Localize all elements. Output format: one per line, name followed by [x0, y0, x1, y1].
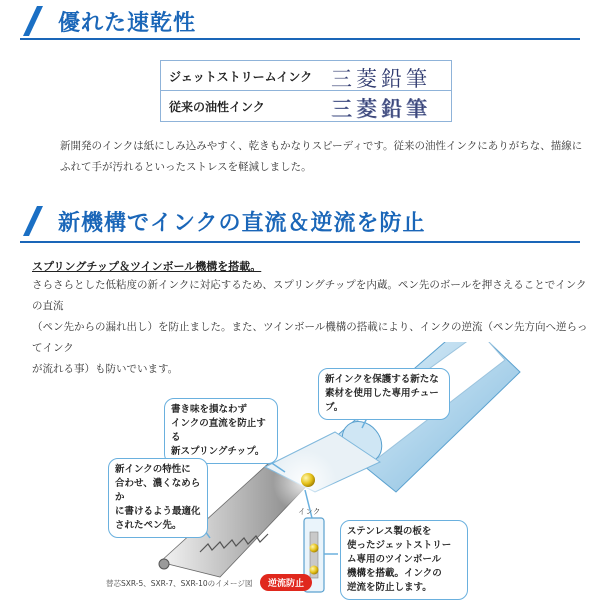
paragraph-line: さらさらとした低粘度の新インクに対応するため、スプリングチップを内蔵。ペン先のボールを押さえることでインクの直流	[32, 279, 587, 312]
callout-line: インクの直流を防止する	[171, 418, 266, 443]
ink-label: インク	[298, 507, 321, 516]
section-title: 優れた速乾性	[58, 11, 197, 36]
refill-cutaway-diagram	[100, 342, 580, 596]
twinball-upper	[310, 544, 319, 553]
comparison-label: ジェットストリームインク	[169, 70, 313, 84]
comparison-label: 従来の油性インク	[169, 100, 265, 114]
quick-dry-description	[60, 136, 590, 178]
callout-line: ステンレス製の板を	[347, 526, 432, 537]
tip-ball	[159, 559, 169, 569]
backflow-prevention-badge: 逆流防止	[260, 574, 312, 591]
section-header-mechanism	[0, 204, 600, 244]
paragraph-line: 新開発のインクは紙にしみ込みやすく、乾きもかなりスピーディです。従来の油性インクにありがちな、描線に	[60, 140, 583, 152]
section-divider	[20, 241, 580, 243]
refill-caption: 替芯SXR-5、SXR-7、SXR-10のイメージ図	[106, 579, 253, 588]
section-header-quick-dry	[0, 4, 600, 40]
subheading: スプリングチップ＆ツインボール機構を搭載。	[32, 260, 262, 273]
handwriting-sample-smeared: 三菱鉛筆	[331, 97, 431, 121]
inner-ball	[301, 473, 315, 487]
paragraph-line: が流れる事）も防いでいます。	[32, 363, 179, 375]
callout-line: 使ったジェットストリー	[347, 540, 452, 551]
callout-line: に書けるよう最適化	[115, 506, 201, 517]
callout-line: 逆流を防止します。	[347, 582, 432, 593]
paragraph-line: （ペン先からの漏れ出し）を防止ました。また、ツインボール機構の搭載により、インクの逆流（ペン先方向へ逆らってインク	[32, 321, 588, 354]
paragraph-line: ふれて手が汚れるといったストレスを軽減しました。	[60, 161, 312, 173]
callout-line: 書き味を損なわず	[171, 404, 248, 415]
section-title: 新機構でインクの直流＆逆流を防止	[58, 211, 426, 236]
callout-twinball	[340, 520, 468, 600]
slash-icon	[23, 206, 43, 236]
handwriting-sample: 三菱鉛筆	[331, 67, 431, 91]
comparison-row	[161, 91, 451, 121]
slash-icon	[23, 6, 43, 36]
callout-line: 素材を使用した専用チューブ。	[325, 388, 439, 413]
callout-pen-tip	[108, 458, 208, 538]
callout-spring-tip	[164, 398, 278, 464]
comparison-row	[161, 61, 451, 91]
callout-line: 機構を搭載。インクの	[347, 568, 442, 579]
callout-line: 新インクを保護する新たな	[325, 374, 439, 385]
section-divider	[20, 38, 580, 40]
callout-line: されたペン先。	[115, 520, 182, 531]
callout-tube	[318, 368, 450, 420]
callout-line: 新スプリングチップ。	[171, 446, 265, 457]
callout-line: 合わせ、濃くなめらか	[115, 478, 201, 503]
ink-comparison-table	[160, 60, 452, 122]
twinball-lower	[310, 566, 319, 575]
callout-line: 新インクの特性に	[115, 464, 191, 475]
callout-line: ム専用のツインボール	[347, 554, 442, 565]
